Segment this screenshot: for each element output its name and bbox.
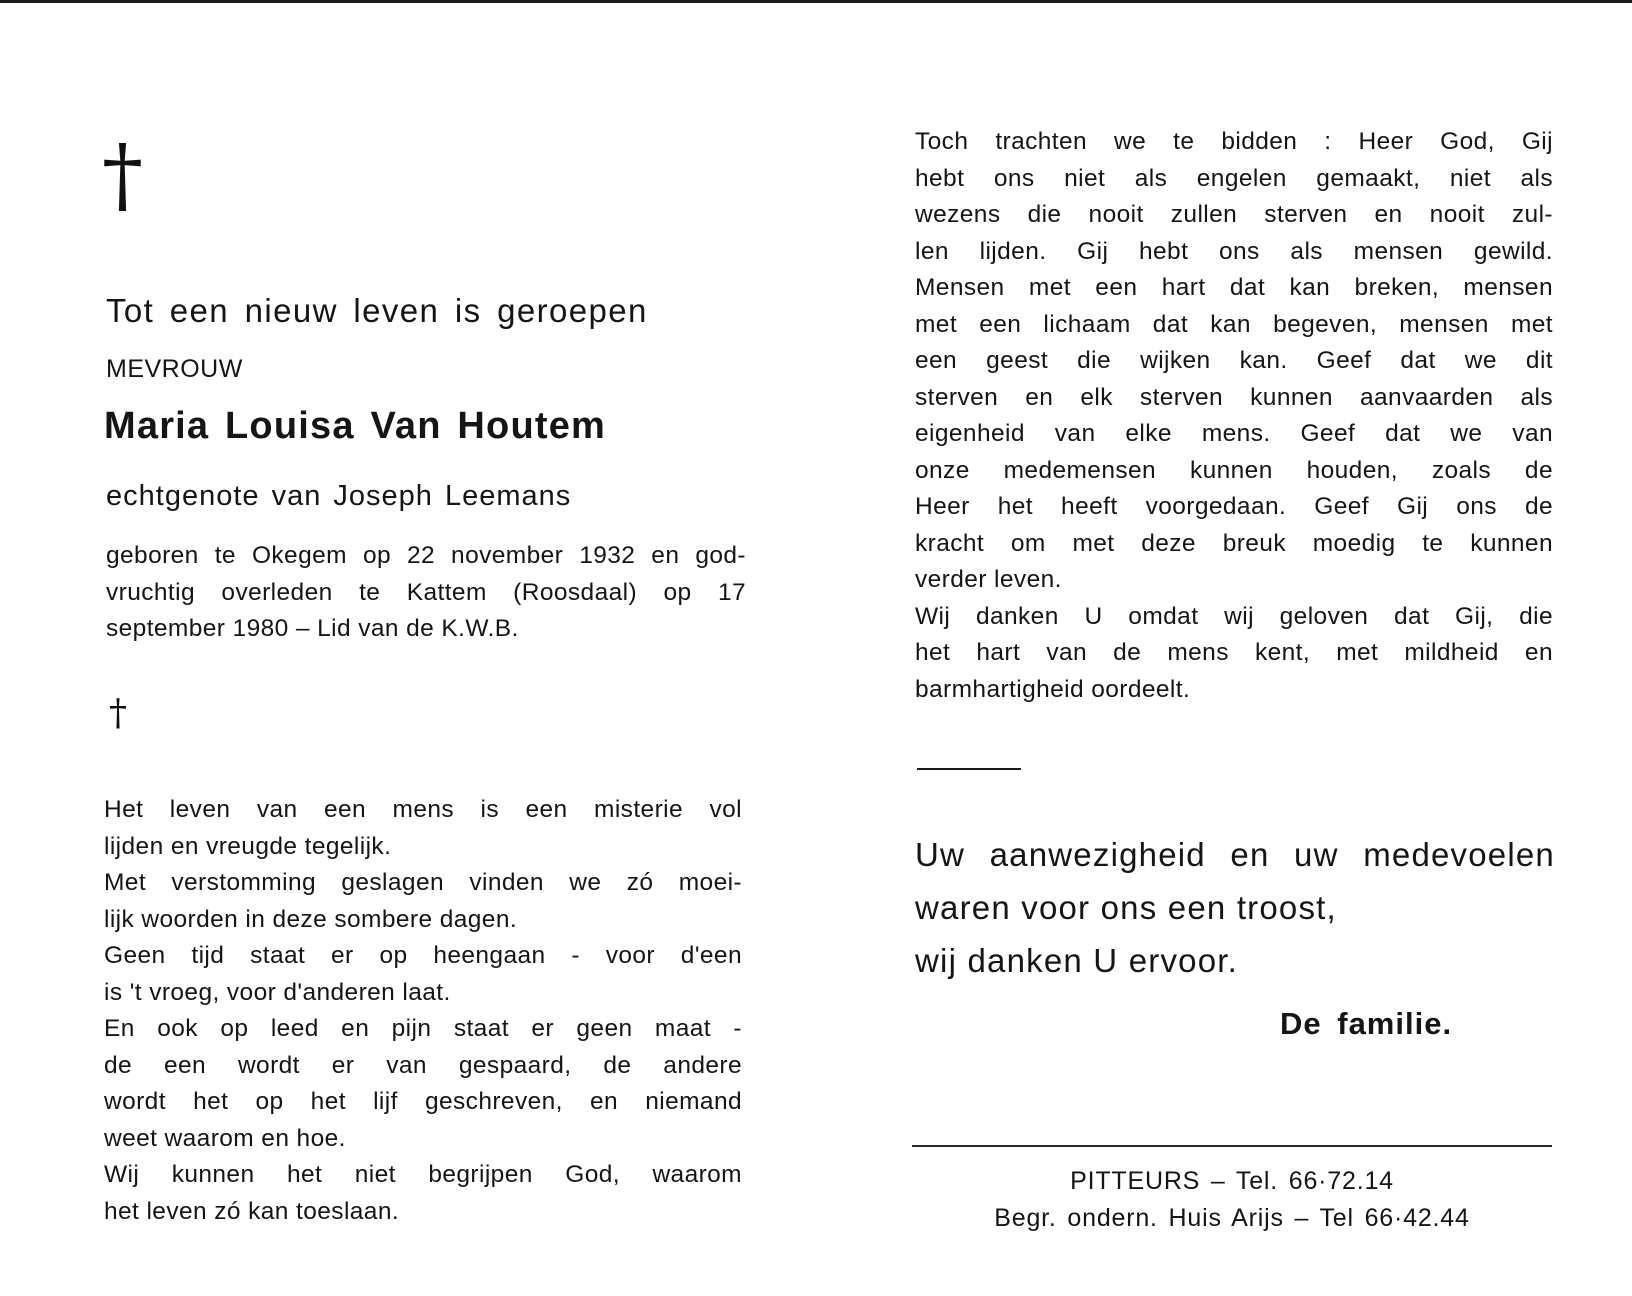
poem-line: Het leven van een mens is een misterie vol [104, 796, 742, 823]
prayer-line: wezens die nooit zullen sterven en nooit zul- [915, 201, 1553, 228]
prayer [915, 124, 1553, 708]
undertaker-line: Begr. ondern. Huis Arijs – Tel 66·42.44 [994, 1204, 1470, 1232]
poem-line: weet waarom en hoe. [104, 1124, 346, 1152]
prayer-line: Mensen met een hart dat kan breken, mensen [915, 274, 1553, 301]
poem-line: Met verstomming geslagen vinden we zó moei- [104, 869, 742, 896]
section-divider [917, 768, 1021, 770]
printer-info [912, 1163, 1552, 1237]
prayer-line: Heer het heeft voorgedaan. Geef Gij ons de [915, 493, 1553, 520]
poem [104, 792, 742, 1230]
prayer-line: len lijden. Gij hebt ons als mensen gewild. [915, 237, 1553, 265]
poem-line: En ook op leed en pijn staat er geen maat - [104, 1015, 742, 1042]
footer-divider [912, 1145, 1552, 1147]
prayer-line: sterven en elk sterven kunnen aanvaarden als [915, 383, 1553, 411]
prayer-line: met een lichaam dat kan begeven, mensen met [915, 310, 1553, 338]
thanks-line: Uw aanwezigheid en uw medevoelen [915, 836, 1555, 873]
printer-line: PITTEURS – Tel. 66·72.14 [1070, 1167, 1394, 1195]
honorific: MEVROUW [106, 355, 243, 383]
bio-line: vruchtig overleden te Kattem (Roosdaal) op 17 [106, 578, 746, 606]
thanks-line: waren voor ons een troost, [915, 889, 1337, 926]
prayer-line: Wij danken U omdat wij geloven dat Gij, die [915, 602, 1553, 630]
deceased-name: Maria Louisa Van Houtem [104, 405, 607, 447]
prayer-line: kracht om met deze breuk moedig te kunnen [915, 529, 1553, 557]
poem-line: lijk woorden in deze sombere dagen. [104, 905, 518, 933]
thanks-line: wij danken U ervoor. [915, 942, 1238, 979]
bio-line: geboren te Okegem op 22 november 1932 en god- [106, 542, 746, 569]
prayer-line: een geest die wijken kan. Geef dat we dit [915, 347, 1553, 374]
cross-icon: † [102, 128, 143, 223]
spouse-line: echtgenote van Joseph Leemans [106, 480, 572, 512]
family-signature: De familie. [1280, 1006, 1453, 1041]
prayer-line: Toch trachten we te bidden : Heer God, Gij [915, 128, 1553, 155]
prayer-line: het hart van de mens kent, met mildheid en [915, 639, 1553, 666]
prayer-line: verder leven. [915, 566, 1062, 593]
poem-line: lijden en vreugde tegelijk. [104, 832, 392, 860]
prayer-line: barmhartigheid oordeelt. [915, 675, 1191, 703]
small-cross-icon: † [109, 693, 127, 734]
poem-line: Geen tijd staat er op heengaan - voor d'een [104, 942, 742, 969]
poem-line: wordt het op het lijf geschreven, en niemand [104, 1088, 742, 1115]
poem-line: het leven zó kan toeslaan. [104, 1197, 400, 1225]
poem-line: is 't vroeg, voor d'anderen laat. [104, 978, 451, 1006]
prayer-line: onze medemensen kunnen houden, zoals de [915, 456, 1553, 484]
bio-line: september 1980 – Lid van de K.W.B. [106, 615, 519, 642]
prayer-line: eigenheid van elke mens. Geef dat we van [915, 420, 1553, 447]
poem-line: Wij kunnen het niet begrijpen God, waarom [104, 1161, 742, 1188]
prayer-line: hebt ons niet als engelen gemaakt, niet als [915, 164, 1553, 192]
biography [106, 538, 746, 648]
announcement-heading: Tot een nieuw leven is geroepen [106, 292, 648, 329]
thanks-message [915, 828, 1555, 987]
poem-line: de een wordt er van gespaard, de andere [104, 1051, 742, 1079]
